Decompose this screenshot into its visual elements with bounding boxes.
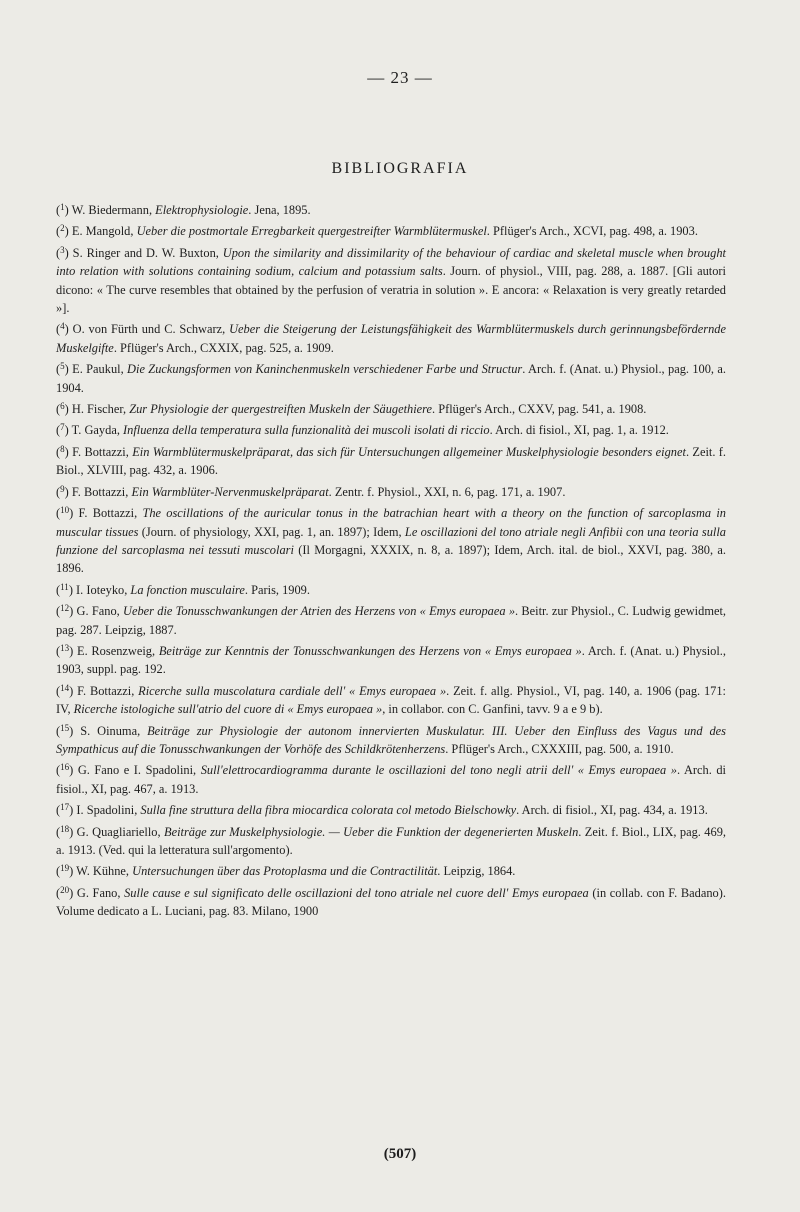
reference-item: ($^{13}$) E. Rosenzweig, Beiträge zur Kenntnis der Tonusschwankungen des Herzens von « Emys europaea ». Arch. f. (Anat. u.) Physiol., 1903, suppl. pag. 192. [56, 642, 726, 677]
reference-item: ($^7$) T. Gayda, Influenza della temperatura sulla funzionalità dei muscoli isolati di riccio. Arch. di fisiol., XI, pag. 1, a. 1912. [56, 422, 669, 438]
reference-item: ($^{11}$) I. Ioteyko, La fonction musculaire. Paris, 1909. [56, 581, 310, 597]
reference-item: ($^{19}$) W. Kühne, Untersuchungen über das Protoplasma und die Contractilität. Leipzig, 1864. [56, 863, 516, 879]
reference-item: ($^3$) S. Ringer and D. W. Buxton, Upon the similarity and dissimilarity of the behaviour of cardiac and skeletal muscle when brought into relation with solutions containing sodium, calcium and potassium salts. Journ. of physiol., VIII, pag. 288, a. 1887. [Gli autori dicono: « The curve resembles that obtained by the perfusion of veratria in solution ». E ancora: « Relaxation is very greatly retarded »]. [56, 244, 727, 316]
reference-item: ($^{12}$) G. Fano, Ueber die Tonusschwankungen der Atrien des Herzens von « Emys europaea ». Beitr. zur Physiol., C. Ludwig gewidmet, pag. 287. Leipzig, 1887. [56, 603, 726, 637]
reference-item: ($^2$) E. Mangold, Ueber die postmortale Erregbarkeit quergestreifter Warmblütermuskel. Pflüger's Arch., XCVI, pag. 498, a. 1903. [56, 223, 698, 239]
reference-item: ($^1$) W. Biedermann, Elektrophysiologie. Jena, 1895. [56, 202, 311, 217]
reference-item: ($^9$) F. Bottazzi, Ein Warmblüter-Nervenmuskelpräparat. Zentr. f. Physiol., XXI, n. 6, pag. 171, a. 1907. [56, 483, 566, 499]
page-stamp: (507) [383, 1146, 417, 1162]
reference-item: ($^4$) O. von Fürth und C. Schwarz, Ueber die Steigerung der Leistungsfähigkeit des Warmblütermuskels durch gerinnungsbefördernde Muskelgifte. Pflüger's Arch., CXXIX, pag. 525, a. 1909. [56, 321, 726, 355]
reference-item: ($^5$) E. Paukul, Die Zuckungsformen von Kaninchenmuskeln verschiedener Farbe und Structur. Arch. f. (Anat. u.) Physiol., pag. 100, a. 1904. [56, 361, 726, 395]
reference-item: ($^{15}$) S. Oinuma, Beiträge zur Physiologie der autonom innervierten Muskulatur. III. Ueber den Einfluss des Vagus und des Sympathicus auf die Tonusschwankungen der Vorhöfe des Schildkrötenherzens. Pflüger's Arch., CXXXIII, pag. 500, a. 1910. [56, 722, 727, 756]
reference-item: ($^6$) H. Fischer, Zur Physiologie der quergestreiften Muskeln der Säugethiere. Pflüger's Arch., CXXV, pag. 541, a. 1908. [56, 401, 647, 417]
reference-item: ($^{20}$) G. Fano, Sulle cause e sul significato delle oscillazioni del tono atriale nel cuore dell' Emys europaea (in collab. con F. Badano). Volume dedicato a L. Luciani, pag. 83. Milano, 1900 [56, 884, 726, 919]
reference-item: ($^8$) F. Bottazzi, Ein Warmblütermuskelpräparat, das sich für Untersuchungen allgemeiner Muskelphysiologie besonders eignet. Zeit. f. Biol., XLVIII, pag. 432, a. 1906. [56, 443, 726, 478]
reference-item: ($^{14}$) F. Bottazzi, Ricerche sulla muscolatura cardiale dell' « Emys europaea ». Zeit. f. allg. Physiol., VI, pag. 140, a. 1906 (pag. 171: IV, Ricerche istologiche sull'atrio del cuore di « Emys europaea », in collabor. con C. Ganfini, tavv. 9 a e 9 b). [56, 682, 726, 717]
reference-item: ($^{18}$) G. Quagliariello, Beiträge zur Muskelphysiologie. — Ueber die Funktion der degenerierten Muskeln. Zeit. f. Biol., LIX, pag. 469, a. 1913. (Ved. qui la letteratura sull'argomento). [56, 823, 726, 857]
page-number: — 23 — [367, 68, 433, 87]
reference-list [56, 198, 726, 921]
reference-item: ($^{17}$) I. Spadolini, Sulla fine struttura della fibra miocardica colorata col metodo Bielschowky. Arch. di fisiol., XI, pag. 434, a. 1913. [56, 802, 708, 818]
section-title: BIBLIOGRAFIA [331, 160, 469, 177]
reference-item: ($^{10}$) F. Bottazzi, The oscillations of the auricular tonus in the batrachian heart with a theory on the function of sarcoplasma in muscular tissues (Journ. of physiology, XXI, pag. 1, an. 1897); Idem, Le oscillazioni del tono atriale negli Anfibii con una teoria sulla funzione del sarcoplasma nei tessuti muscolari (Il Morgagni, XXXIX, n. 8, a. 1897); Idem, Arch. ital. de biol., XXVI, pag. 380, a. 1896. [56, 505, 727, 576]
reference-item: ($^{16}$) G. Fano e I. Spadolini, Sull'elettrocardiogramma durante le oscillazioni del tono negli atrii dell' « Emys europaea ». Arch. di fisiol., XI, pag. 467, a. 1913. [56, 762, 726, 796]
